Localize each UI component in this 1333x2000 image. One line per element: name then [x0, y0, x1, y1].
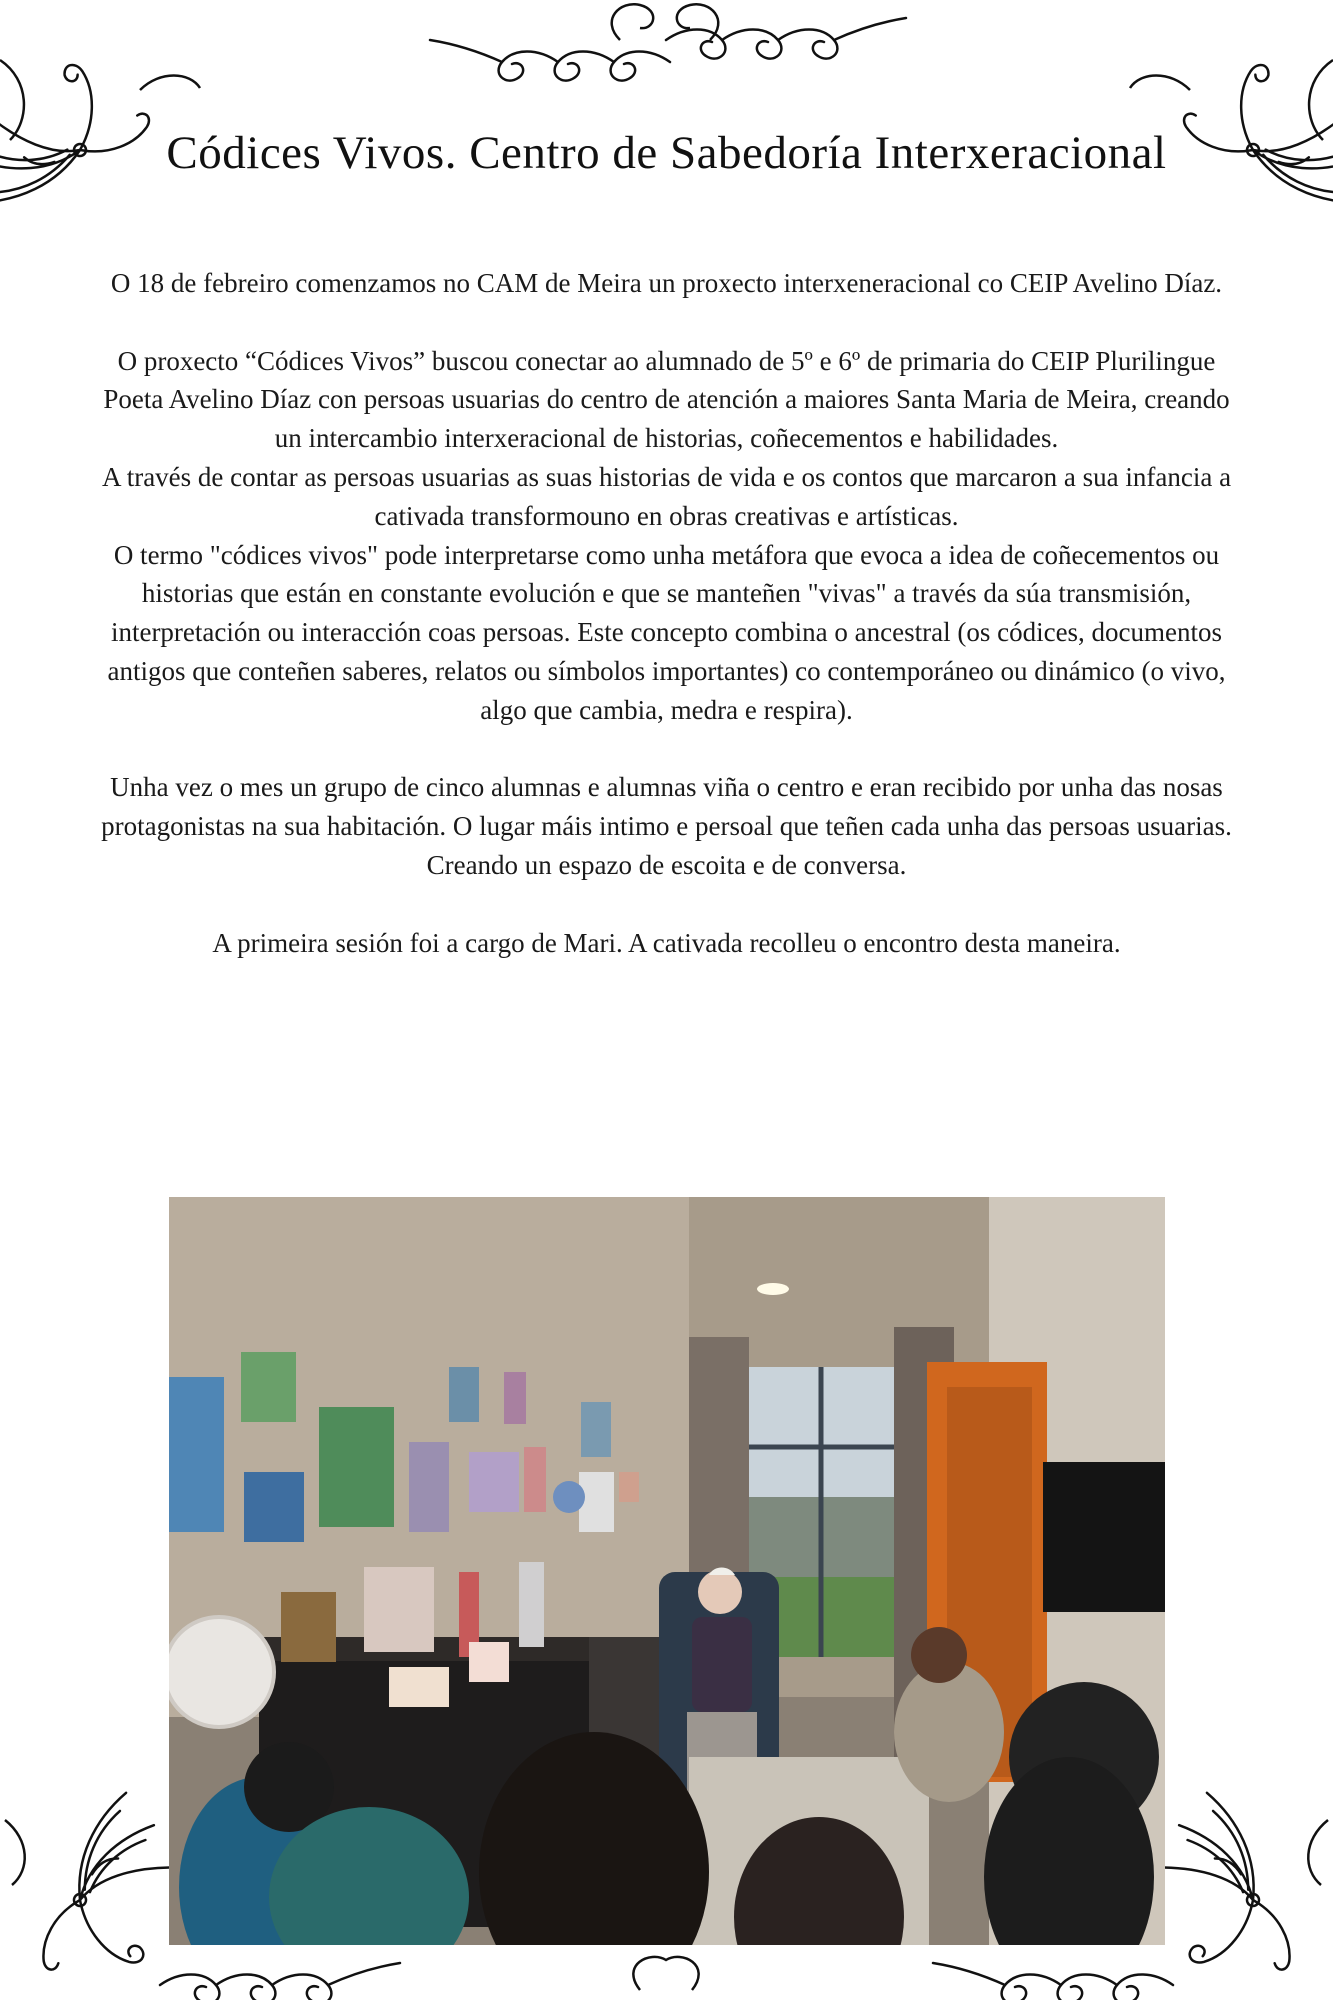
top-flourish-ornament [140, 4, 1190, 90]
session-photo [169, 1197, 1165, 1945]
bottom-right-corner-flower-ornament [1137, 1788, 1333, 1992]
bottom-left-corner-flower-ornament [0, 1788, 196, 1992]
concept-paragraph: O termo "códices vivos" pode interpretarse como unha metáfora que evoca a idea de coñecementos ou historias que están en constante evolución e que se manteñen "vivas" a través da súa transmisión, interpretación ou interacción coas persoas. Este concepto combina o ancestral (os códices, documentos antigos que conteñen saberes, relatos ou símbolos importantes) co contemporáneo ou dinámico (o vivo, algo que cambia, medra e respira). [107, 539, 1226, 725]
visits-paragraph: Unha vez o mes un grupo de cinco alumnas e alumnas viña o centro e eran recibido por unha das nosas protagonistas na sua habitación. O lugar máis intimo e persoal que teñen cada unha das persoas usuarias. Creando un espazo de escoita e de conversa. [101, 772, 1232, 880]
page-title: Códices Vivos. Centro de Sabedoría Interxeracional [166, 127, 1167, 179]
body-text [92, 264, 1241, 962]
intro-paragraph: O 18 de febreiro comenzamos no CAM de Meira un proxecto interxeneracional co CEIP Avelino Díaz. [110, 268, 1223, 298]
method-paragraph: A través de contar as persoas usuarias as suas historias de vida e os contos que marcaron a sua infancia a cativada transformouno en obras creativas e artísticas. [101, 461, 1232, 531]
bottom-flourish-ornament [160, 1957, 1173, 2000]
first-session-paragraph: A primeira sesión foi a cargo de Mari. A cativada recolleu o encontro desta maneira. [212, 927, 1121, 958]
project-paragraph: O proxecto “Códices Vivos” buscou conectar ao alumnado de 5º e 6º de primaria do CEIP Plurilingue Poeta Avelino Díaz con persoas usuarias do centro de atención a maiores Santa Maria de Meira, creando un intercambio interxeracional de historias, coñecementos e habilidades. [103, 345, 1230, 454]
